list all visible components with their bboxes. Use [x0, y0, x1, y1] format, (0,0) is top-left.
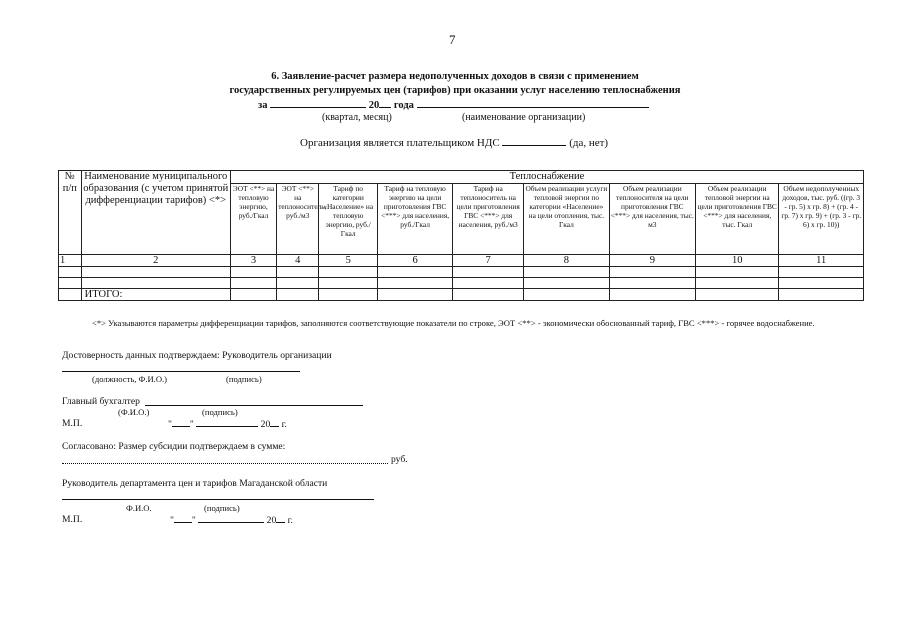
- header-col-10: Объем реализации тепловой энергии на цели приготовления ГВС <***> для населения, тыс. Гкал: [696, 184, 779, 255]
- column-number-row: [59, 255, 864, 267]
- header-col-3: ЭОТ <**> на тепловую энергию, руб./Гкал: [230, 184, 276, 255]
- page-number: 7: [449, 32, 456, 47]
- head-dept-quote-close: ": [191, 515, 196, 526]
- header-col-5: Тариф по категории «Население» на тепловую энергию, руб./Гкал: [319, 184, 378, 255]
- column-number: 2: [81, 255, 230, 267]
- organization-caption: (наименование организации): [462, 112, 586, 123]
- vat-line: [300, 136, 608, 149]
- head-dept-year-suffix: г.: [287, 515, 293, 526]
- year-blank: [379, 98, 391, 108]
- column-number: 9: [609, 255, 695, 267]
- period-line: [258, 98, 649, 111]
- header-municipality: Наименование муниципального образования (с учетом принятой дифференциации тарифов) <*>: [81, 171, 230, 255]
- column-number: 8: [524, 255, 609, 267]
- confirm-signature-caption: (подпись): [226, 374, 262, 384]
- accountant-name-caption: (Ф.И.О.): [118, 407, 150, 417]
- column-number: 7: [453, 255, 524, 267]
- header-col-8: Объем реализации услуги тепловой энергии по категории «Население» на цели отопления, тыс. Гкал: [524, 184, 609, 255]
- head-dept-signature-caption: (подпись): [204, 503, 240, 513]
- accountant-signature-line: [145, 405, 363, 406]
- column-number: 10: [696, 255, 779, 267]
- head-dept-signature-line: [62, 499, 374, 500]
- header-group-heat: Теплоснабжение: [230, 171, 863, 184]
- head-dept-date: [170, 514, 293, 526]
- total-label: ИТОГО:: [81, 289, 230, 301]
- accountant-year: 20: [260, 419, 271, 430]
- organization-blank: [417, 98, 649, 108]
- confirm-signature-line: [62, 371, 300, 372]
- head-dept-stamp: М.П.: [62, 514, 83, 525]
- period-blank: [270, 98, 366, 108]
- agreed-amount-line: [62, 463, 388, 464]
- period-year-prefix: 20: [368, 100, 380, 111]
- column-number: 4: [277, 255, 319, 267]
- accountant-quote-open: ": [168, 419, 172, 430]
- column-number: 11: [779, 255, 864, 267]
- accountant-date: [168, 418, 287, 430]
- table-row: [59, 278, 864, 289]
- accountant-signature-caption: (подпись): [202, 407, 238, 417]
- header-col-7: Тариф на теплоноситель на цели приготовления ГВС <***> для населения, руб./м3: [453, 184, 524, 255]
- vat-blank: [502, 136, 566, 146]
- head-dept-text: Руководитель департамента цен и тарифов Магаданской области: [62, 478, 328, 489]
- vat-text: Организация является плательщиком НДС: [300, 137, 500, 149]
- agreed-text: Согласовано: Размер субсидии подтверждаем в сумме:: [62, 441, 286, 452]
- form-title: [150, 70, 760, 98]
- accountant-year-suffix: г.: [281, 419, 287, 430]
- period-prefix: за: [258, 100, 268, 111]
- header-col-11: Объем недополученных доходов, тыс. руб. ((гр. 3 - гр. 5) x гр. 8) + (гр. 4 - гр. 7) x гр. 9) + (гр. 3 - гр. 6) x гр. 10)): [779, 184, 864, 255]
- column-number: 6: [378, 255, 453, 267]
- accountant-stamp: М.П.: [62, 418, 83, 429]
- accountant-label: Главный бухгалтер: [62, 396, 140, 407]
- table-row: [59, 267, 864, 278]
- header-col-9: Объем реализации теплоносителя на цели приготовления ГВС <***> для населения, тыс. м3: [609, 184, 695, 255]
- subsidy-table: [58, 170, 864, 301]
- header-col-6: Тариф на тепловую энергию на цели приготовления ГВС <***> для населения, руб./Гкал: [378, 184, 453, 255]
- footnote: <*> Указываются параметры дифференциации тарифов, заполняются соответствующие показатели по строке, ЭОТ <**> - экономически обоснованный тариф, ГВС <***> - горячее водоснабжение.: [92, 318, 815, 328]
- column-number: 1: [59, 255, 82, 267]
- total-row: [59, 289, 864, 301]
- period-caption: (квартал, месяц): [322, 112, 392, 123]
- head-dept-name-caption: Ф.И.О.: [126, 503, 152, 513]
- column-number: 5: [319, 255, 378, 267]
- head-dept-quote-open: ": [170, 515, 174, 526]
- column-number: 3: [230, 255, 276, 267]
- confirm-text: Достоверность данных подтверждаем: Руководитель организации: [62, 350, 332, 361]
- vat-options: (да, нет): [569, 137, 609, 149]
- header-number: № п/п: [59, 171, 82, 255]
- confirm-position-caption: (должность, Ф.И.О.): [92, 374, 168, 384]
- form-title-line-2: государственных регулируемых цен (тарифов) при оказании услуг населению теплоснабжения: [229, 85, 681, 96]
- form-title-line-1: 6. Заявление-расчет размера недополученных доходов в связи с применением: [271, 71, 639, 82]
- agreed-currency: руб.: [391, 454, 408, 465]
- accountant-quote-close: ": [189, 419, 194, 430]
- header-col-4: ЭОТ <**> на теплоноситель, руб./м3: [277, 184, 319, 255]
- head-dept-year: 20: [266, 515, 277, 526]
- period-year-suffix: года: [393, 100, 414, 111]
